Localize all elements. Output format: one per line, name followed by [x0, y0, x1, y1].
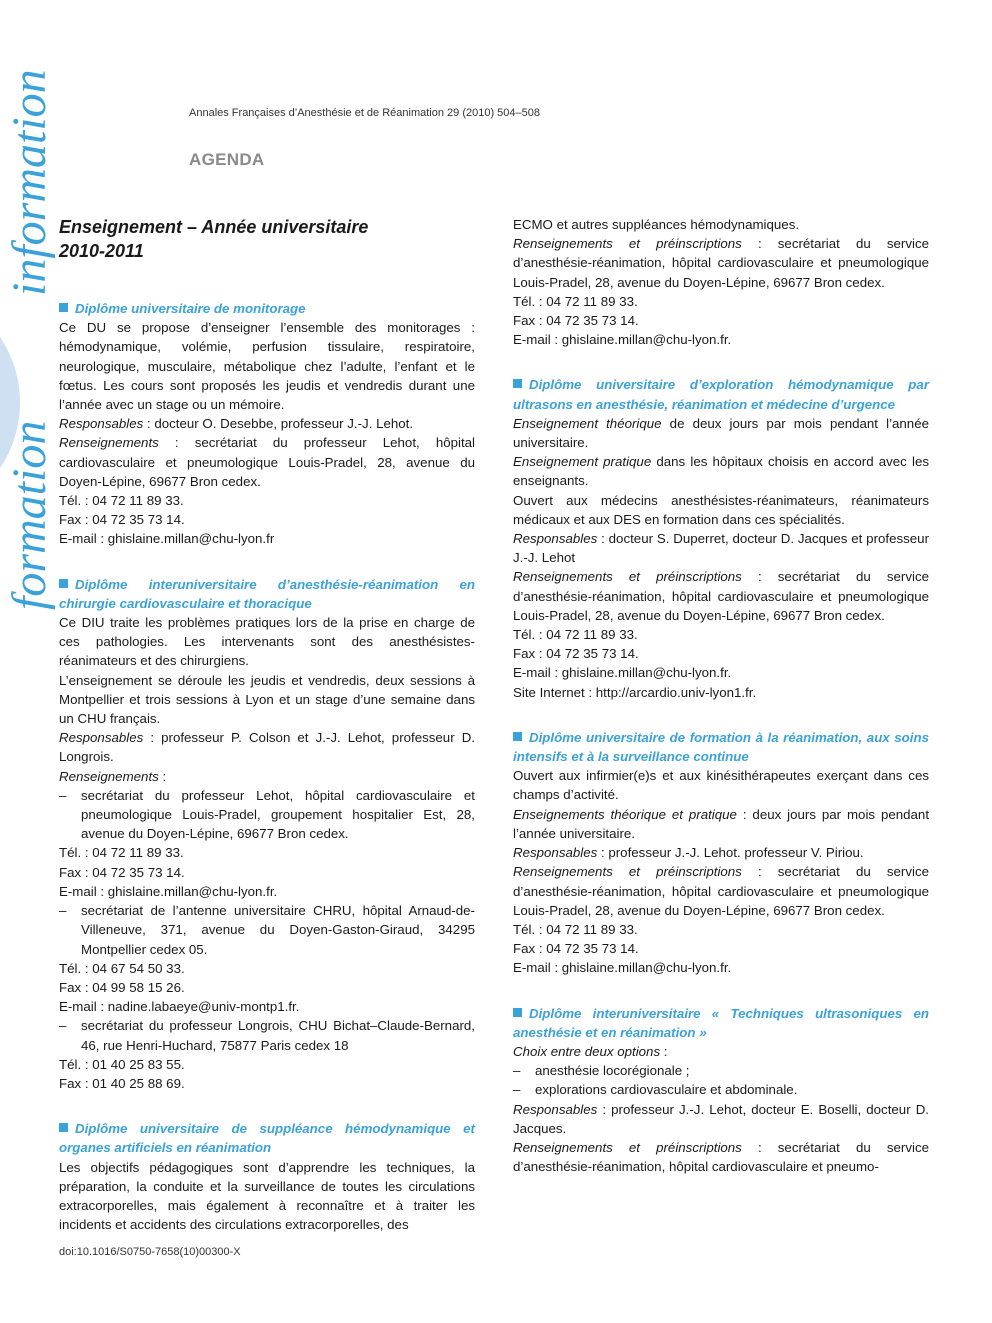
- contact-item: – secrétariat du professeur Lehot, hôpital cardiovasculaire et pneumologique Louis-Pradel, groupement hospitalier Est, 28, avenue du Doyen-Lépine, 69677 Bron cedex.: [59, 787, 475, 842]
- side-word-formation: formation: [3, 420, 56, 610]
- square-bullet-icon: [59, 303, 68, 312]
- fax: Fax : 04 72 35 73 14.: [59, 512, 185, 528]
- renseignements: Renseignements et préinscriptions : secrétariat du service d’anesthésie-réanimation, hôpital cardiovasculaire et pneumologique Louis-Pradel, 28, avenue du Doyen-Lépine, 69677 Bron cedex.: [513, 569, 929, 623]
- page-title-line-2: 2010-2011: [59, 241, 144, 261]
- section-body: ECMO et autres suppléances hémodynamiques.: [513, 217, 800, 232]
- responsables: Responsables : professeur J.-J. Lehot, docteur E. Boselli, docteur D. Jacques.: [513, 1101, 929, 1136]
- email: E-mail : nadine.labaeye@univ-montp1.fr.: [59, 999, 300, 1015]
- section-title: Diplôme universitaire de formation à la réanimation, aux soins intensifs et à la surveillance continue: [513, 729, 929, 765]
- section-du-suppleance-cont: [513, 215, 929, 349]
- renseignements: Renseignements : secrétariat du professeur Lehot, hôpital cardiovasculaire et pneumologique Louis-Pradel, 28, avenue du Doyen-Lépine, 69677 Bron cedex.: [59, 435, 475, 489]
- section-heading: AGENDA: [189, 150, 265, 169]
- telephone: Tél. : 04 72 11 89 33.: [59, 845, 184, 861]
- section-du-monitorage: [59, 299, 475, 549]
- email: E-mail : ghislaine.millan@chu-lyon.fr.: [513, 665, 732, 681]
- section-diu-ultrasons: [513, 1004, 929, 1177]
- contact-item: – secrétariat de l’antenne universitaire CHRU, hôpital Arnaud-de-Villeneuve, 371, avenue du Doyen-Gaston-Giraud, 34295 Montpellier cedex 05.: [59, 903, 475, 957]
- square-bullet-icon: [513, 732, 522, 741]
- section-title: Diplôme universitaire de suppléance hémodynamique et organes artificiels en réanimation: [59, 1121, 475, 1156]
- section-du-exploration-hemodynamique: [513, 375, 929, 701]
- section-body: Ce DIU traite les problèmes pratiques lors de la prise en charge de ces pathologies. Les intervenants sont des anesthésistes-réanimateurs et des chirurgiens.: [59, 615, 475, 669]
- telephone: Tél. : 01 40 25 83 55.: [59, 1056, 185, 1072]
- journal-citation: Annales Françaises d’Anesthésie et de Réanimation 29 (2010) 504–508: [189, 107, 541, 119]
- telephone: Tél. : 04 72 11 89 33.: [513, 921, 638, 937]
- fax: Fax : 04 72 35 73 14.: [59, 864, 185, 880]
- fax: Fax : 01 40 25 88 69.: [59, 1075, 185, 1091]
- renseignements: Renseignements et préinscriptions : secrétariat du service d’anesthésie-réanimation, hôpital cardiovasculaire et pneumologique Louis-Pradel, 28, avenue du Doyen-Lépine, 69677 Bron cedex.: [513, 864, 929, 918]
- email: E-mail : ghislaine.millan@chu-lyon.fr.: [513, 332, 732, 348]
- options-label: Choix entre deux options :: [513, 1043, 668, 1059]
- email: E-mail : ghislaine.millan@chu-lyon.fr.: [513, 960, 732, 976]
- right-column: [513, 215, 929, 1202]
- telephone: Tél. : 04 72 11 89 33.: [59, 493, 184, 509]
- responsables: Responsables : docteur O. Desebbe, professeur J.-J. Lehot.: [59, 416, 414, 432]
- section-diu-chirurgie-cardio: [59, 575, 475, 1093]
- section-du-formation-reanimation: [513, 728, 929, 978]
- website: Site Internet : http://arcardio.univ-lyon1.fr.: [513, 684, 757, 700]
- section-body: Les objectifs pédagogiques sont d’apprendre les techniques, la préparation, la conduite et la surveillance de toutes les circulations extracorporelles, mais également à reconnaître et à traiter les incidents et accidents des circulations extracorporelles, des: [59, 1159, 475, 1233]
- left-column: [59, 215, 475, 1260]
- telephone: Tél. : 04 67 54 50 33.: [59, 960, 185, 976]
- option-item: – anesthésie locorégionale ;: [513, 1063, 690, 1079]
- section-title: Diplôme interuniversitaire d’anesthésie-réanimation en chirurgie cardiovasculaire et thoracique: [59, 576, 475, 611]
- telephone: Tél. : 04 72 11 89 33.: [513, 293, 638, 309]
- section-body: Ouvert aux médecins anesthésistes-réanimateurs, réanimateurs médicaux et aux DES en formation dans ces spécialités.: [513, 492, 929, 527]
- doi-footer: doi:10.1016/S0750-7658(10)00300-X: [59, 1246, 241, 1258]
- renseignements: Renseignements et préinscriptions : secrétariat du service d’anesthésie-réanimation, hôpital cardiovasculaire et pneumologique Louis-Pradel, 28, avenue du Doyen-Lépine, 69677 Bron cedex.: [513, 236, 929, 290]
- fax: Fax : 04 72 35 73 14.: [513, 941, 639, 957]
- enseignement-pratique: Enseignement pratique dans les hôpitaux choisis en accord avec les enseignants.: [513, 454, 929, 489]
- contact-item: – secrétariat du professeur Longrois, CHU Bichat–Claude-Bernard, 46, rue Henri-Huchard, 75877 Paris cedex 18: [59, 1018, 475, 1053]
- section-body: L’enseignement se déroule les jeudis et vendredis, deux sessions à Montpellier et trois sessions à Lyon et un stage d’une semaine dans un CHU français.: [59, 672, 475, 727]
- section-title: Diplôme universitaire d’exploration hémodynamique par ultrasons en anesthésie, réanimation et médecine d’urgence: [513, 377, 929, 412]
- fax: Fax : 04 72 35 73 14.: [513, 646, 639, 662]
- email: E-mail : ghislaine.millan@chu-lyon.fr.: [59, 883, 278, 899]
- square-bullet-icon: [59, 1123, 68, 1132]
- telephone: Tél. : 04 72 11 89 33.: [513, 627, 638, 643]
- renseignements: Renseignements et préinscriptions : secrétariat du service d’anesthésie-réanimation, hôpital cardiovasculaire et pneumo-: [513, 1139, 929, 1175]
- section-title: Diplôme interuniversitaire « Techniques ultrasoniques en anesthésie et en réanimation »: [513, 1005, 929, 1040]
- enseignement-theorique: Enseignement théorique de deux jours par mois pendant l’année universitaire.: [513, 415, 929, 451]
- square-bullet-icon: [513, 1008, 522, 1017]
- responsables: Responsables : professeur J.-J. Lehot. professeur V. Piriou.: [513, 845, 864, 861]
- section-body: Ce DU se propose d’enseigner l’ensemble des monitorages : hémodynamique, volémie, perfusion tissulaire, respiratoire, neurologique, musculaire, métabolique chez l’adulte, l’enfant et le fœtus. Les cours sont proposés les jeudis et vendredis durant une l’année avec un stage ou un mémoire.: [59, 320, 475, 413]
- page-title: [59, 215, 475, 263]
- section-body: Ouvert aux infirmier(e)s et aux kinésithérapeutes exerçant dans ces champs d’activité.: [513, 768, 929, 803]
- side-word-information: information: [3, 69, 56, 296]
- option-item: – explorations cardiovasculaire et abdominale.: [513, 1082, 798, 1098]
- section-du-suppleance: [59, 1119, 475, 1234]
- section-title: Diplôme universitaire de monitorage: [59, 299, 475, 318]
- square-bullet-icon: [59, 579, 68, 588]
- page-title-line-1: Enseignement – Année universitaire: [59, 217, 369, 237]
- email: E-mail : ghislaine.millan@chu-lyon.fr: [59, 531, 275, 547]
- responsables: Responsables : docteur S. Duperret, docteur D. Jacques et professeur J.-J. Lehot: [513, 531, 929, 566]
- fax: Fax : 04 72 35 73 14.: [513, 313, 639, 329]
- responsables: Responsables : professeur P. Colson et J.-J. Lehot, professeur D. Longrois.: [59, 730, 475, 765]
- renseignements: Renseignements :: [59, 768, 167, 784]
- square-bullet-icon: [513, 379, 522, 388]
- enseignements: Enseignements théorique et pratique : deux jours par mois pendant l’année universitaire.: [513, 806, 930, 841]
- fax: Fax : 04 99 58 15 26.: [59, 979, 185, 995]
